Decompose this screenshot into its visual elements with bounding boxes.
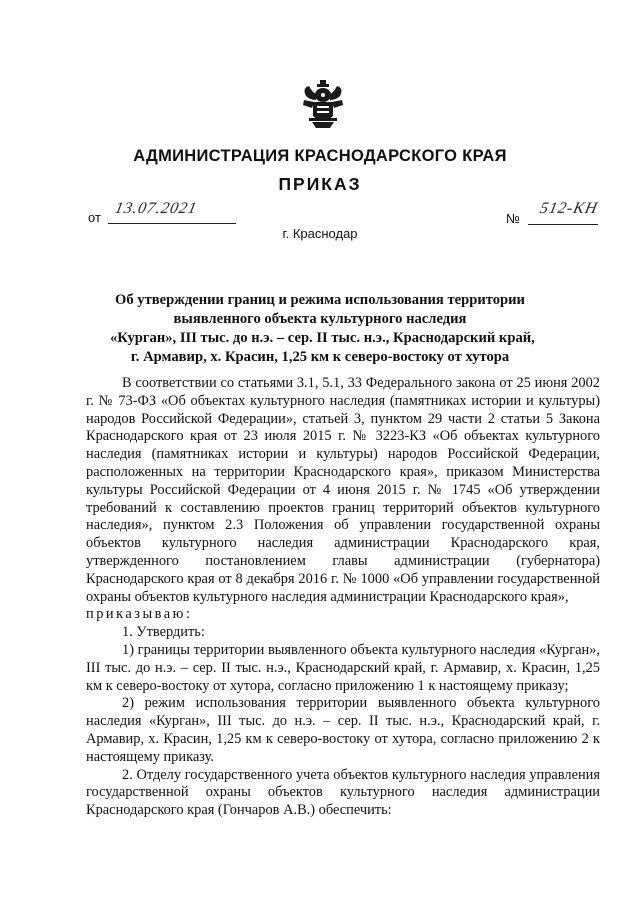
document-type: ПРИКАЗ: [278, 174, 362, 194]
order-word: приказываю:: [86, 606, 193, 623]
item-1-1: 1) границы территории выявленного объекта культурного наследия «Курган», III тыс. до н.э. – сер. II тыс. н.э., Краснодарский край, г. Армавир, х. Красин, 1,25 км к северо-востоку от хутора, согласно приложению 1 к настоящему приказу;: [86, 641, 600, 694]
number-label: №: [506, 211, 520, 226]
title-line: Об утверждении границ и режима использования территории: [115, 292, 525, 308]
item-2: 2. Отделу государственного учета объектов культурного наследия управления государственной охраны объектов культурного наследия администрации Краснодарского края (Гончаров А.В.) обеспечить:: [86, 766, 600, 819]
organization-name: АДМИНИСТРАЦИЯ КРАСНОДАРСКОГО КРАЯ: [133, 147, 507, 165]
document-title: [110, 291, 535, 367]
number-underline: [528, 224, 598, 225]
title-line: г. Армавир, х. Красин, 1,25 км к северо-востоку от хутора: [130, 349, 510, 365]
date-underline: [108, 223, 236, 224]
handwritten-number: 512-КН: [538, 200, 600, 217]
item-1-2: 2) режим использования территории выявленного объекта культурного наследия «Курган», III тыс. до н.э. – сер. II тыс. н.э., Краснодарский край, г. Армавир, х. Красин, 1,25 км к северо-востоку от хутора, согласно приложению 2 к настоящему приказу.: [86, 695, 600, 765]
title-line: выявленного объекта культурного наследия: [173, 311, 467, 327]
title-line: «Курган», III тыс. до н.э. – сер. II тыс. н.э., Краснодарский край,: [110, 330, 535, 346]
item-1: 1. Утвердить:: [122, 624, 205, 641]
city: г. Краснодар: [282, 226, 358, 241]
handwritten-date: 13.07.2021: [113, 200, 199, 217]
document-body: [86, 375, 600, 820]
date-label: от: [88, 210, 101, 225]
preamble-paragraph: В соответствии со статьями 3.1, 5.1, 33 Федерального закона от 25 июня 2002 г. № 73-ФЗ «Об объектах культурного наследия (памятниках истории и культуры) народов Российской Федерации», статьей 3, пунктом 29 части 2 статьи 5 Закона Краснодарского края от 23 июля 2015 г. № 3223-КЗ «Об объектах культурного наследия (памятниках истории и культуры) народов Российской Федерации, расположенных на территории Краснодарского края», приказом Министерства культуры Российской Федерации от 4 июня 2015 г. № 1745 «Об утверждении требований к составлению проектов границ территорий объектов культурного наследия», пунктом 2.3 Положения об управлении государственной охраны объектов культурного наследия администрации Краснодарского края, утвержденного постановлением главы администрации (губернатора) Краснодарского края от 8 декабря 2016 г. № 1000 «Об управлении государственной охраны объектов культурного наследия администрации Краснодарского края»,: [86, 375, 600, 605]
coat-of-arms-icon: [300, 78, 346, 130]
